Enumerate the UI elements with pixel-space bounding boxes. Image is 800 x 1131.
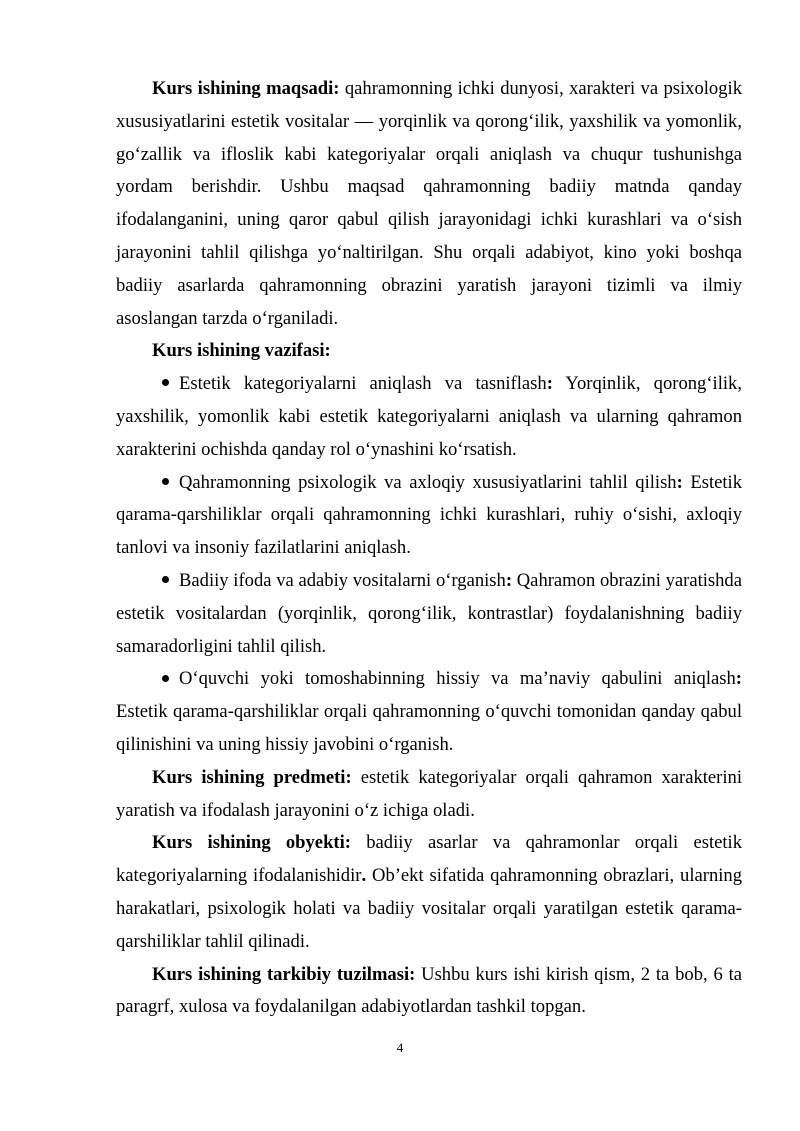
structure-label: Kurs ishining tarkibiy tuzilmasi: bbox=[152, 963, 416, 985]
task-item-3 bbox=[116, 565, 742, 663]
task-colon: : bbox=[735, 668, 742, 690]
object-text-2: Ob’ekt sifatida qahramonning obrazlari, ularning harakatlari, psixologik holati va badiiy vositalar orqali yaratilgan estetik qarama-qarshiliklar tahlil qilinadi. bbox=[116, 865, 742, 952]
object-paragraph bbox=[116, 827, 742, 958]
task-lead: Estetik kategoriyalarni aniqlash va tasniflash bbox=[179, 373, 547, 395]
task-item-2 bbox=[116, 467, 742, 565]
bullet-icon bbox=[162, 675, 169, 682]
page-number: 4 bbox=[396, 1040, 404, 1055]
task-lead: Badiiy ifoda va adabiy vositalarni o‘rganish bbox=[179, 569, 506, 591]
task-item-1 bbox=[116, 368, 742, 466]
task-colon: : bbox=[676, 471, 683, 493]
subject-label: Kurs ishining predmeti: bbox=[152, 766, 352, 788]
task-lead: Qahramonning psixologik va axloqiy xususiyatlarini tahlil qilish bbox=[179, 471, 677, 493]
goal-text: qahramonning ichki dunyosi, xarakteri va psixologik xususiyatlarini estetik vositalar — yorqinlik va qorong‘ilik, yaxshilik va yomonlik, go‘zallik va ifloslik kabi kategoriyalar orqali aniqlash va chuqur tushunishga yordam berishdir. Ushbu maqsad qahramonning badiiy matnda qanday ifodalanganini, uning qaror qabul qilish jarayonidagi ichki kurashlari va o‘sish jarayonini tahlil qilishga yo‘naltirilgan. Shu orqali adabiyot, kino yoki boshqa badiiy asarlarda qahramonning obrazini yaratish jarayoni tizimli va ilmiy asoslangan tarzda o‘rganiladi. bbox=[116, 78, 742, 329]
task-text: Yorqinlik, qorong‘ilik, yaxshilik, yomonlik kabi estetik kategoriyalarni aniqlash va ularning qahramon xarakterini ochishda qanday rol o‘ynashini ko‘rsatish. bbox=[116, 373, 742, 460]
object-text-1: badiiy asarlar va qahramonlar orqali estetik kategoriyalarning ifodalanishidir bbox=[116, 832, 742, 887]
goal-label: Kurs ishining maqsadi: bbox=[152, 78, 340, 99]
bullet-icon bbox=[162, 576, 169, 583]
tasks-heading bbox=[116, 335, 742, 368]
task-item-4 bbox=[116, 663, 742, 761]
structure-text: Ushbu kurs ishi kirish qism, 2 ta bob, 6 ta paragrf, xulosa va foydalanilgan adabiyotlardan tashkil topgan. bbox=[116, 963, 742, 1018]
structure-paragraph bbox=[116, 959, 742, 1025]
subject-text: estetik kategoriyalar orqali qahramon xarakterini yaratish va ifodalash jarayonini o‘z ichiga oladi. bbox=[116, 766, 742, 821]
task-text: Qahramon obrazini yaratishda estetik vositalardan (yorqinlik, qorong‘ilik, kontrastlar) foydalanishning badiiy samaradorligini tahlil qilish. bbox=[116, 569, 742, 657]
task-lead: O‘quvchi yoki tomoshabinning hissiy va ma’naviy qabulini aniqlash bbox=[179, 668, 736, 690]
bullet-icon bbox=[162, 379, 169, 386]
subject-paragraph bbox=[116, 762, 742, 828]
task-text: Estetik qarama-qarshiliklar orqali qahramonning o‘quvchi tomonidan qanday qabul qilinishini va uning hissiy javobini o‘rganish. bbox=[116, 701, 742, 755]
bullet-icon bbox=[162, 478, 169, 485]
task-text: Estetik qarama-qarshiliklar orqali qahramonning ichki kurashlari, ruhiy o‘sishi, axloqiy tanlovi va insoniy fazilatlarini aniqlash. bbox=[116, 471, 742, 559]
goal-paragraph bbox=[116, 73, 742, 335]
task-colon: : bbox=[546, 373, 553, 395]
object-dot: . bbox=[361, 865, 367, 887]
tasks-label: Kurs ishining vazifasi: bbox=[152, 340, 331, 362]
task-colon: : bbox=[505, 569, 513, 591]
object-label: Kurs ishining obyekti: bbox=[152, 832, 351, 854]
page-body bbox=[116, 73, 742, 1024]
